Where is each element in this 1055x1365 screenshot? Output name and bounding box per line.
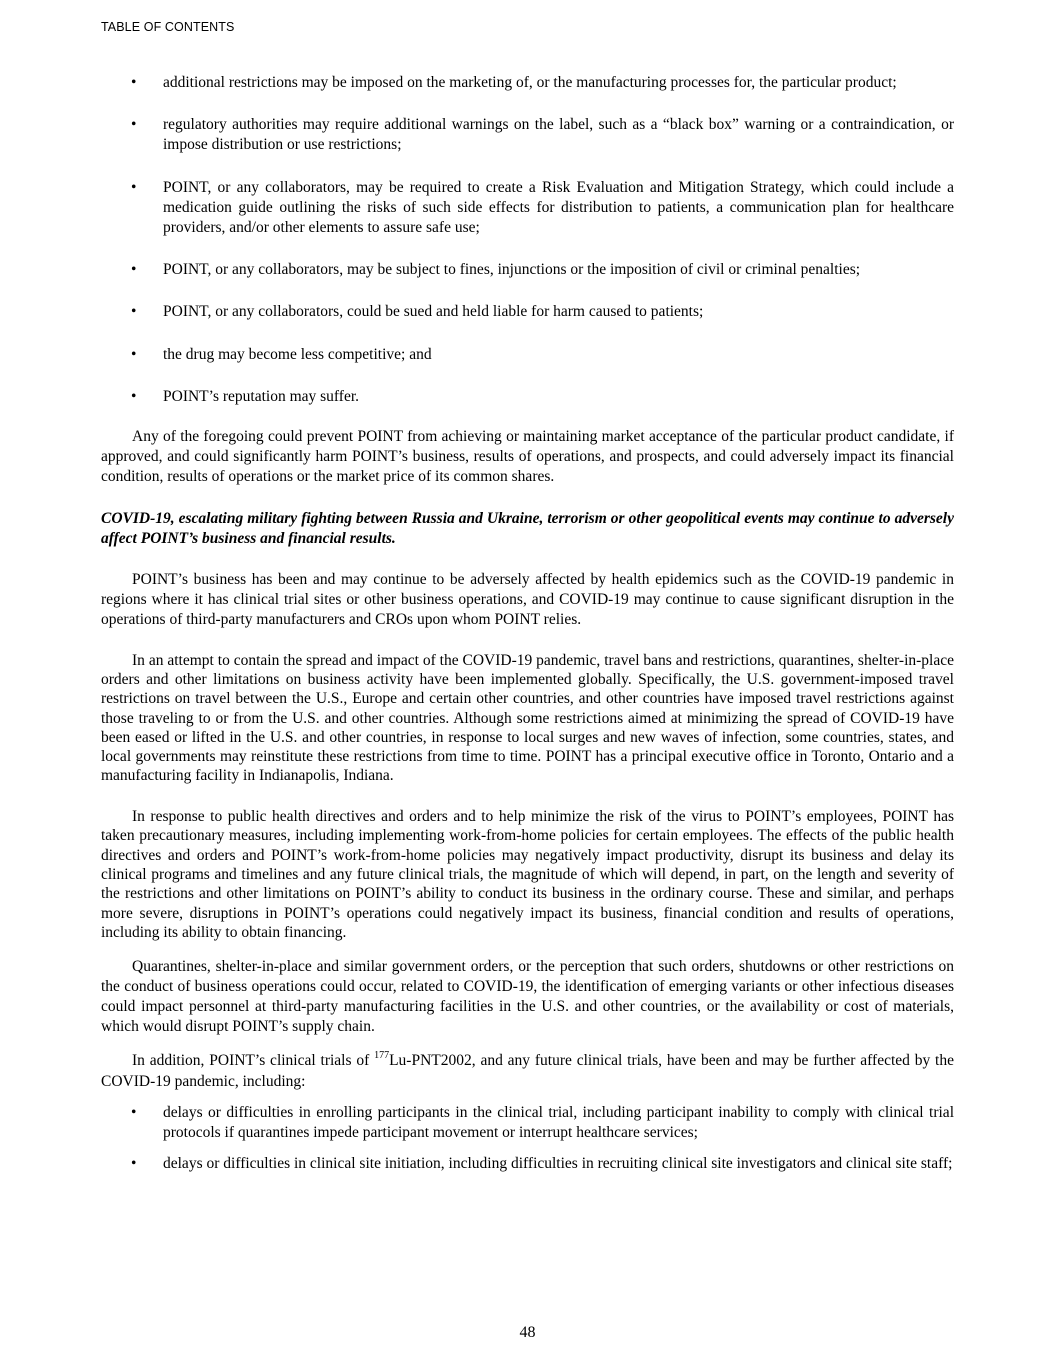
list-item (101, 387, 954, 407)
bullet-glyph: • (131, 345, 137, 363)
paragraph-precautionary-measures: In response to public health directives and orders and to help minimize the risk of the virus to POINT’s employees, POINT has taken precautionary measures, including implementing work-from-home policies for certain employees. The effects of the public health directives and orders and POINT’s work-from-home policies may negatively impact productivity, disrupt its business and delay its clinical programs and timelines and any future clinical trials, the magnitude of which will depend, in part, on the length and severity of the restrictions and other limitations on POINT’s ability to conduct its business in the ordinary course. These and similar, and perhaps more severe, disruptions in POINT’s operations could negatively impact its business, financial condition and results of operations, including its ability to obtain financing. (101, 807, 954, 942)
paragraph-business-impact: POINT’s business has been and may continue to be adversely affected by health epidemics such as the COVID-19 pandemic in regions where it has clinical trial sites or other business operations, and COVID-19 may continue to cause significant disruption in the operations of third-party manufacturers and CROs upon whom POINT relies. (101, 571, 954, 629)
consequences-bullet-list (101, 73, 954, 407)
list-item-text: POINT, or any collaborators, could be sued and held liable for harm caused to patients; (163, 303, 704, 321)
list-item (101, 115, 954, 155)
list-item-text: delays or difficulties in clinical site initiation, including difficulties in recruiting clinical site investigators and clinical site staff; (163, 1155, 953, 1173)
risk-factor-heading: COVID-19, escalating military fighting between Russia and Ukraine, terrorism or other geopolitical events may continue to adversely affect POINT’s business and financial results. (101, 509, 954, 547)
list-item (101, 178, 954, 239)
list-item (101, 260, 954, 280)
list-item-text: delays or difficulties in enrolling participants in the clinical trial, including participant inability to comply with clinical trial protocols if quarantines impede participant movement or interrupt healthcare services; (163, 1103, 954, 1141)
list-item-text: regulatory authorities may require additional warnings on the label, such as a “black box” warning or a contraindication, or impose distribution or use restrictions; (163, 116, 954, 154)
list-item-text: POINT’s reputation may suffer. (163, 387, 360, 405)
list-item-text: POINT, or any collaborators, may be required to create a Risk Evaluation and Mitigation Strategy, which could include a medication guide outlining the risks of such side effects for distribution to patients, a communication plan for healthcare providers, and/or other elements to assure safe use; (163, 178, 954, 237)
list-item-text: the drug may become less competitive; and (163, 345, 432, 363)
list-item-text: POINT, or any collaborators, may be subject to fines, injunctions or the imposition of civil or criminal penalties; (163, 261, 861, 279)
list-item (101, 73, 954, 93)
bullet-glyph: • (131, 387, 137, 405)
list-item (101, 345, 954, 365)
bullet-glyph: • (131, 261, 137, 279)
paragraph-clinical-trials (101, 1051, 954, 1091)
page-number: 48 (519, 1324, 536, 1341)
list-item (101, 302, 954, 322)
bullet-glyph: • (131, 1155, 137, 1173)
list-item (101, 1103, 954, 1143)
bullet-glyph: • (131, 116, 137, 134)
paragraph-travel-restrictions: In an attempt to contain the spread and impact of the COVID-19 pandemic, travel bans and restrictions, quarantines, shelter-in-place orders and other limitations on business activity have been implemented globally. Specifically, the U.S. government-imposed travel restrictions on travel between the U.S., Europe and certain other countries, and other countries have imposed travel restrictions against those traveling to or from the U.S. and other countries. Although some restrictions aimed at minimizing the spread of COVID-19 have been eased or lifted in the U.S. and other countries, in response to local surges and new waves of infection, some countries, states, and local governments may reinstitute these restrictions from time to time. POINT has a principal executive office in Toronto, Ontario and a manufacturing facility in Indianapolis, Indiana. (101, 651, 954, 785)
bullet-glyph: • (131, 1103, 137, 1121)
isotope-superscript: 177 (374, 1050, 390, 1062)
list-item (101, 1154, 954, 1174)
paragraph-clinical-trials-rest: Lu-PNT2002, and any future clinical trials, have been and may be further affected by the COVID-19 pandemic, including: (101, 1052, 954, 1090)
paragraph-supply-chain: Quarantines, shelter-in-place and similar government orders, or the perception that such orders, shutdowns or other restrictions on the conduct of business operations could occur, related to COVID-19, the identification of emerging variants or other infectious diseases could impact personnel at third-party manufacturing facilities in the U.S. and other countries, or the availability or cost of materials, which would disrupt POINT’s supply chain. (101, 957, 954, 1036)
bullet-glyph: • (131, 74, 137, 91)
bullet-glyph: • (131, 178, 137, 196)
covid-impacts-bullet-list (101, 1103, 954, 1175)
document-body (101, 73, 954, 1174)
paragraph-foregoing: Any of the foregoing could prevent POINT from achieving or maintaining market acceptance of the particular product candidate, if approved, and could significantly harm POINT’s business, results of operations, and prospects, and could adversely impact its financial condition, results of operations or the market price of its common shares. (101, 428, 954, 486)
table-of-contents-link[interactable]: TABLE OF CONTENTS (101, 20, 235, 34)
list-item-text: additional restrictions may be imposed on the marketing of, or the manufacturing processes for, the particular product; (163, 74, 897, 91)
paragraph-clinical-trials-lead: In addition, POINT’s clinical trials of (132, 1052, 375, 1070)
bullet-glyph: • (131, 303, 137, 321)
